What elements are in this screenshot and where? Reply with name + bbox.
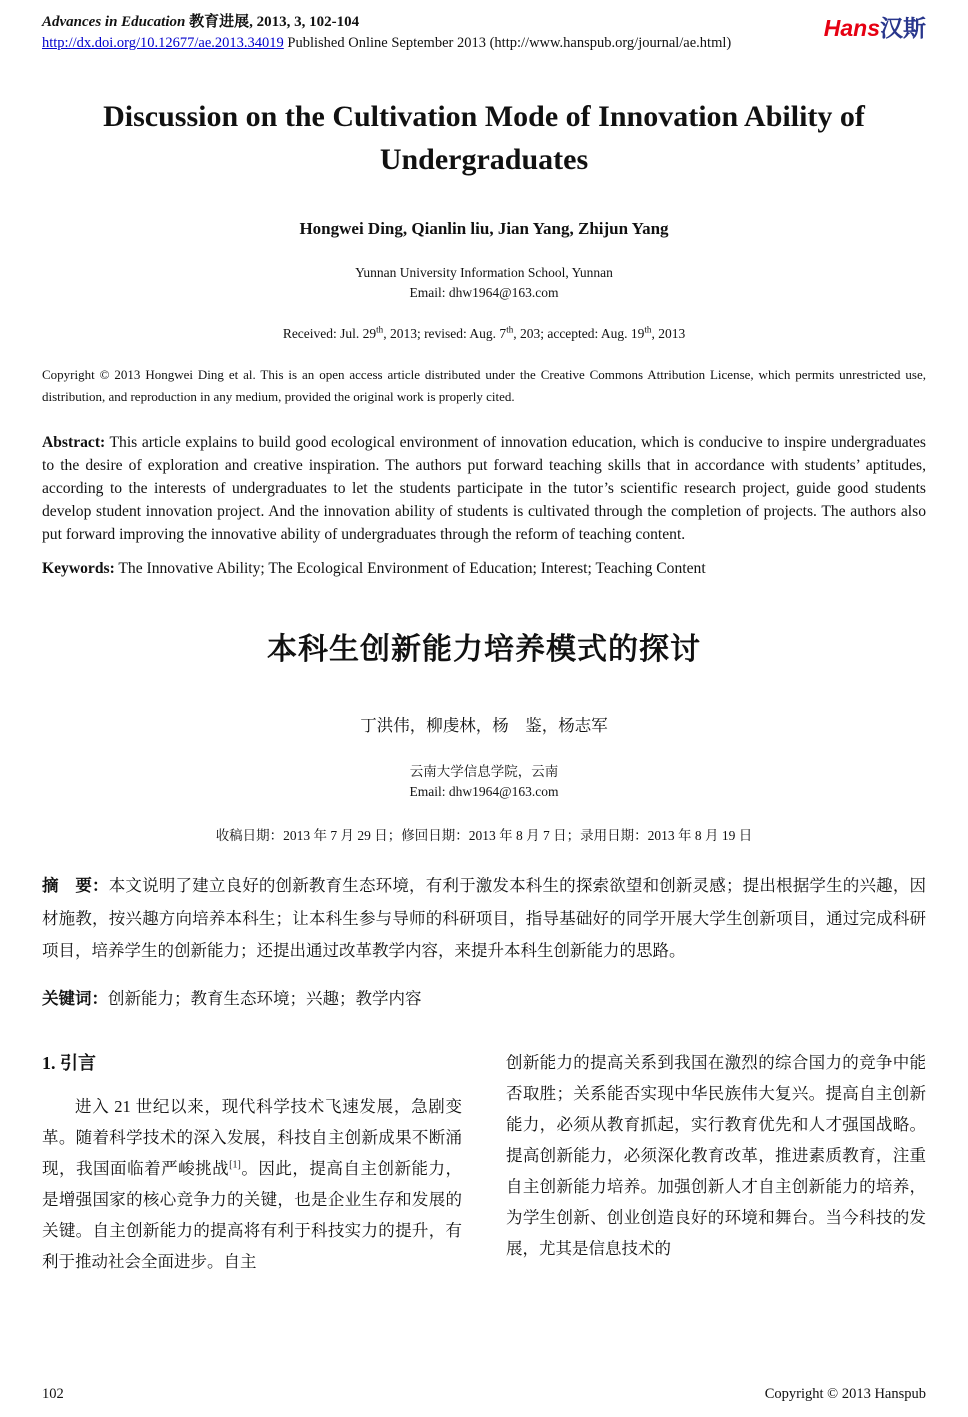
email-en: Email: dhw1964@163.com (409, 284, 559, 300)
abstract-label-en: Abstract: (42, 433, 106, 451)
abstract-text-en: This article explains to build good ecological environment of innovation education, which is conducive to inspire undergraduates to the desire of exploration and creative inspiration. The authors put forward teaching skills that in accordance with students’ aptitudes, according to the interests of undergraduates to let the students participate in the tutor’s scientific research project, guide good students develop student innovation project. And the innovation ability of students is cultivated through the completion of projects. The authors also put forward improving the innovative ability of undergraduates through the reform of teaching content. (42, 433, 926, 543)
hanspub-logo-latin: Hans (823, 15, 880, 41)
copyright-notice: Copyright © 2013 Hongwei Ding et al. This is an open access article distributed under the Creative Commons Attribution License, which permits unrestricted use, distribution, and reproduction in any medium, provided the original work is properly cited. (42, 367, 926, 405)
authors-en: Hongwei Ding, Qianlin liu, Jian Yang, Zhijun Yang (299, 219, 669, 239)
doi-line (42, 35, 926, 52)
citation-ref-1: [1] (229, 1159, 241, 1171)
authors-cn: 丁洪伟，柳虔林，杨 鉴，杨志军 (360, 715, 608, 735)
abstract-label-cn: 摘 要： (42, 877, 109, 896)
page-number: 102 (42, 1386, 64, 1402)
abstract-cn (42, 870, 926, 967)
email-cn: Email: dhw1964@163.com (409, 784, 559, 800)
intro-text-1: 进入 21 世纪以来，现代科学技术飞速发展，急剧变革。随着科学技术的深入发展，科技自主创新成果不断涌现，我国面临着严峻挑战 (42, 1096, 462, 1178)
ordinal-sup: th (644, 324, 652, 335)
accepted-text: , 203; accepted: Aug. 19 (513, 326, 645, 342)
body-two-columns (42, 1047, 926, 1277)
doi-link[interactable]: http://dx.doi.org/10.12677/ae.2013.34019 (42, 35, 284, 51)
accepted-year: , 2013 (651, 326, 686, 342)
affiliation-block-en (42, 263, 926, 302)
revised-text: , 2013; revised: Aug. 7 (383, 326, 507, 342)
footer-copyright: Copyright © 2013 Hanspub (764, 1386, 926, 1402)
keywords-text-en: The Innovative Ability; The Ecological Environment of Education; Interest; Teaching Content (114, 559, 706, 577)
hanspub-logo (824, 10, 926, 43)
journal-header (42, 10, 926, 52)
section-1-heading (42, 1049, 462, 1075)
journal-name: Advances in Education (42, 14, 186, 30)
keywords-text-cn: 创新能力；教育生态环境；兴趣；教学内容 (108, 988, 422, 1008)
section-1-number: 1. (42, 1052, 60, 1073)
intro-paragraph-left (42, 1091, 462, 1277)
paper-title-en: Discussion on the Cultivation Mode of Innovation Ability of Undergraduates (103, 100, 865, 176)
affiliation-cn: 云南大学信息学院，云南 (409, 763, 559, 779)
published-online-text: Published Online September 2013 (http://www.hanspub.org/journal/ae.html) (287, 35, 732, 51)
keywords-en (42, 560, 926, 578)
page-footer (42, 1386, 926, 1403)
keywords-label-en: Keywords: (42, 559, 115, 577)
keywords-label-cn: 关键词： (42, 989, 108, 1008)
ordinal-sup: th (376, 324, 384, 335)
right-column (506, 1047, 926, 1277)
paper-title-cn: 本科生创新能力培养模式的探讨 (267, 632, 701, 666)
hanspub-logo-cn: 汉斯 (880, 15, 926, 41)
received-text: Received: Jul. 29 (282, 326, 377, 342)
abstract-en (42, 431, 926, 546)
intro-paragraph-right: 创新能力的提高关系到我国在激烈的综合国力的竞争中能否取胜；关系能否实现中华民族伟大复兴。提高自主创新能力，必须从教育抓起，实行教育优先和人才强国战略。提高创新能力，必须深化教育改革，推进素质教育，注重自主创新能力培养。加强创新人才自主创新能力的培养，为学生创新、创业创造良好的环境和舞台。当今科技的发展，尤其是信息技术的 (506, 1052, 926, 1258)
journal-title-line (42, 10, 926, 31)
affiliation-en: Yunnan University Information School, Yunnan (355, 265, 613, 281)
abstract-text-cn: 本文说明了建立良好的创新教育生态环境，有利于激发本科生的探索欲望和创新灵感；提出根据学生的兴趣，因材施教，按兴趣方向培养本科生；让本科生参与导师的科研项目，指导基础好的同学开展大学生创新项目，通过完成科研项目，培养学生的创新能力；还提出通过改革教学内容，来提升本科生创新能力的思路。 (42, 876, 927, 960)
received-dates-line (42, 326, 926, 342)
journal-issue-info: 教育进展, 2013, 3, 102-104 (185, 14, 360, 30)
keywords-cn (42, 985, 926, 1009)
dates-cn: 收稿日期：2013 年 7 月 29 日；修回日期：2013 年 8 月 7 日；录用日期：2013 年 8 月 19 日 (215, 828, 753, 844)
affiliation-block-cn (42, 762, 926, 803)
left-column (42, 1047, 462, 1277)
ordinal-sup: th (506, 324, 514, 335)
intro-text-2: 。因此，提高自主创新能力，是增强国家的核心竞争力的关键，也是企业生存和发展的关键。自主创新能力的提高将有利于科技实力的提升，有利于推动社会全面进步。自主 (42, 1158, 463, 1271)
section-1-title: 引言 (60, 1052, 96, 1073)
